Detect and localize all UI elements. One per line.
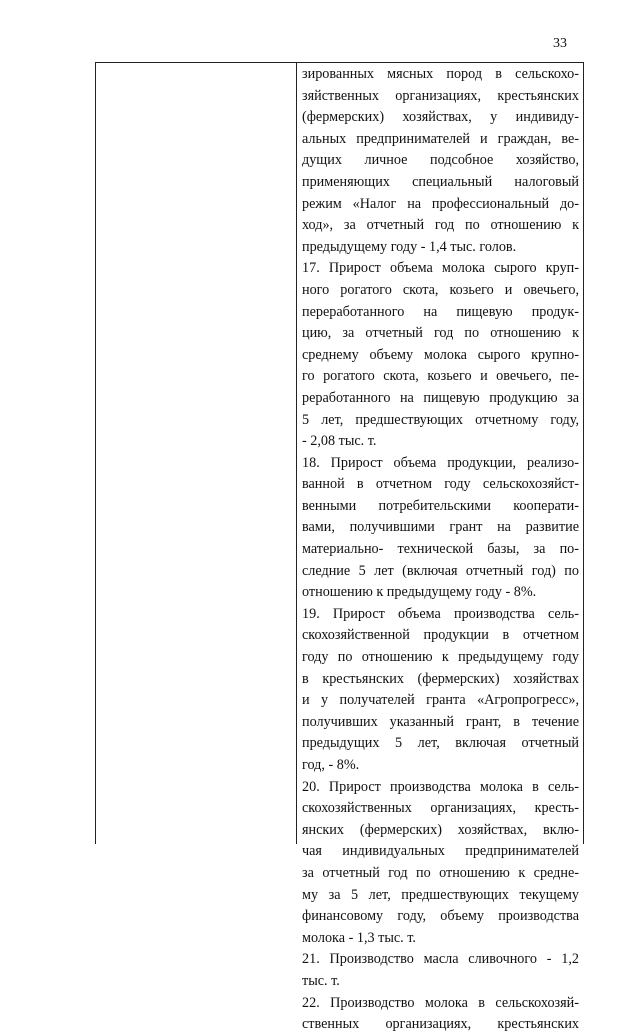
text-line: предыдущих 5 лет, включая отчетный	[302, 735, 579, 752]
text-line: ного рогатого скота, козьего и овечьего,	[302, 281, 579, 298]
text-line: скохозяйственной продукции в отчетном	[302, 627, 579, 644]
text-line: ванной в отчетном году сельскохозяйст-	[302, 476, 579, 493]
text-line: - 2,08 тыс. т.	[302, 433, 377, 450]
page-number: 33	[553, 36, 567, 51]
text-line: и у получателей гранта «Агропрогресс»,	[302, 692, 579, 709]
text-line: зяйственных организациях, крестьянских	[302, 87, 579, 104]
text-line: цию, за отчетный год по отношению к	[302, 325, 579, 342]
text-line: молока - 1,3 тыс. т.	[302, 929, 416, 946]
table-left-column-empty	[96, 63, 297, 844]
text-line: финансовому году, объему производства	[302, 908, 579, 925]
table-right-column-text	[302, 64, 579, 1036]
text-line: применяющих специальный налоговый	[302, 173, 579, 190]
text-line: 20. Прирост производства молока в сель-	[302, 778, 579, 795]
text-line: за отчетный год по отношению к средне-	[302, 864, 579, 881]
text-line: следние 5 лет (включая отчетный год) по	[302, 562, 579, 579]
text-line: 5 лет, предшествующих отчетному году,	[302, 411, 579, 428]
text-line: реработанного на пищевую продукцию за	[302, 389, 579, 406]
document-table	[95, 62, 584, 1033]
text-line: год, - 8%.	[302, 757, 360, 773]
text-line: материально- технической базы, за по-	[302, 541, 579, 558]
text-line: 17. Прирост объема молока сырого круп-	[302, 260, 579, 277]
text-line: 22. Производство молока в сельскохозяй-	[302, 994, 579, 1011]
text-line: 21. Производство масла сливочного - 1,2	[302, 951, 579, 968]
text-line: ственных организациях, крестьянских	[302, 1016, 579, 1033]
text-line: 18. Прирост объема продукции, реализо-	[302, 454, 579, 471]
text-line: му за 5 лет, предшествующих текущему	[302, 886, 579, 903]
text-line: альных предпринимателей и граждан, ве-	[302, 130, 579, 147]
text-line: получивших указанный грант, в течение	[302, 713, 579, 730]
text-line: предыдущему году - 1,4 тыс. голов.	[302, 238, 517, 255]
text-line: режим «Налог на профессиональный до-	[302, 195, 579, 212]
text-line: тыс. т.	[302, 972, 340, 989]
text-line: вами, получившими грант на развитие	[302, 519, 579, 536]
text-line: дущих личное подсобное хозяйство,	[302, 152, 579, 169]
text-line: среднему объему молока сырого крупно-	[302, 346, 579, 363]
text-line: (фермерских) хозяйствах, у индивиду-	[302, 109, 579, 126]
text-line: го рогатого скота, козьего и овечьего, пе-	[302, 368, 579, 385]
text-line: зированных мясных пород в сельскохо-	[302, 66, 579, 82]
text-line: году по отношению к предыдущему году	[302, 649, 579, 666]
text-line: чая индивидуальных предпринимателей	[302, 843, 579, 860]
text-line: в крестьянских (фермерских) хозяйствах	[302, 670, 579, 687]
text-line: отношению к предыдущему году - 8%.	[302, 584, 537, 601]
text-line: ход», за отчетный год по отношению к	[302, 217, 579, 234]
text-line: янских (фермерских) хозяйствах, вклю-	[302, 821, 579, 838]
text-line: переработанного на пищевую продук-	[302, 303, 579, 320]
text-line: 19. Прирост объема производства сель-	[302, 605, 579, 622]
text-line: скохозяйственных организациях, кресть-	[302, 800, 579, 817]
text-line: венными потребительскими кооперати-	[302, 497, 579, 514]
